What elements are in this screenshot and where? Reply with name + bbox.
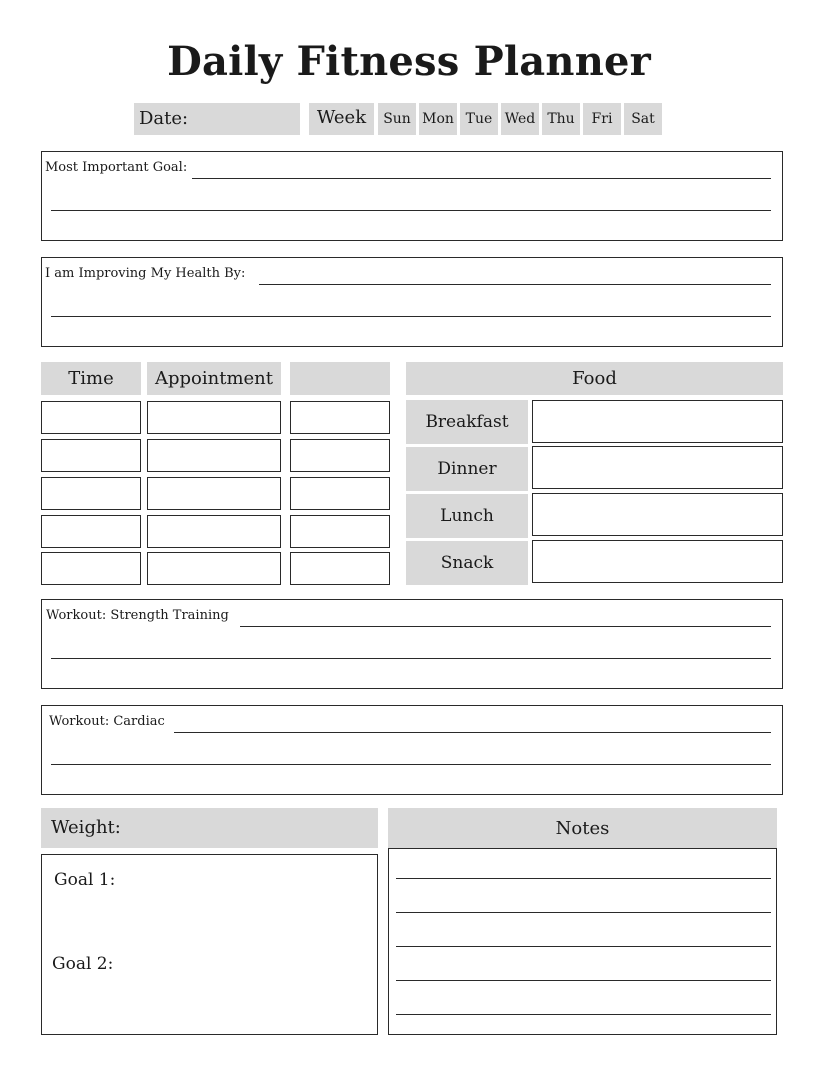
notes-box <box>388 848 777 1035</box>
goal-line-2[interactable] <box>51 210 771 211</box>
strength-line-1[interactable] <box>240 626 771 627</box>
meal-lunch-field[interactable] <box>532 493 783 536</box>
time-cell[interactable] <box>41 477 141 510</box>
day-sun[interactable]: Sun <box>378 103 416 135</box>
week-label: Week <box>309 103 374 135</box>
date-field[interactable]: Date: <box>134 103 300 135</box>
appointment-cell[interactable] <box>147 401 281 434</box>
time-cell[interactable] <box>41 515 141 548</box>
meal-breakfast-label: Breakfast <box>406 400 528 444</box>
health-line-1[interactable] <box>259 284 771 285</box>
day-tue[interactable]: Tue <box>460 103 498 135</box>
day-fri[interactable]: Fri <box>583 103 621 135</box>
time-cell[interactable] <box>41 552 141 585</box>
extra-cell[interactable] <box>290 439 390 472</box>
appointment-cell[interactable] <box>147 477 281 510</box>
meal-lunch-label: Lunch <box>406 494 528 538</box>
goal-label: Most Important Goal: <box>45 160 188 175</box>
meal-dinner-field[interactable] <box>532 446 783 489</box>
notes-header: Notes <box>388 808 777 848</box>
meal-dinner-label: Dinner <box>406 447 528 491</box>
day-mon[interactable]: Mon <box>419 103 457 135</box>
notes-line[interactable] <box>396 980 771 981</box>
goal-2-label: Goal 2: <box>52 954 114 974</box>
strength-label: Workout: Strength Training <box>46 608 229 623</box>
goal-1-label: Goal 1: <box>54 870 116 890</box>
extra-cell[interactable] <box>290 515 390 548</box>
notes-line[interactable] <box>396 912 771 913</box>
extra-header <box>290 362 390 395</box>
notes-line[interactable] <box>396 946 771 947</box>
page-title: Daily Fitness Planner <box>167 38 651 85</box>
notes-line[interactable] <box>396 878 771 879</box>
cardio-line-1[interactable] <box>174 732 771 733</box>
extra-cell[interactable] <box>290 552 390 585</box>
health-line-2[interactable] <box>51 316 771 317</box>
food-header: Food <box>406 362 783 395</box>
appointment-header: Appointment <box>147 362 281 395</box>
cardio-line-2[interactable] <box>51 764 771 765</box>
appointment-cell[interactable] <box>147 552 281 585</box>
meal-breakfast-field[interactable] <box>532 400 783 443</box>
day-thu[interactable]: Thu <box>542 103 580 135</box>
meal-snack-label: Snack <box>406 541 528 585</box>
time-cell[interactable] <box>41 439 141 472</box>
day-wed[interactable]: Wed <box>501 103 539 135</box>
notes-line[interactable] <box>396 1014 771 1015</box>
appointment-cell[interactable] <box>147 439 281 472</box>
appointment-cell[interactable] <box>147 515 281 548</box>
cardio-label: Workout: Cardiac <box>49 714 165 729</box>
extra-cell[interactable] <box>290 477 390 510</box>
time-cell[interactable] <box>41 401 141 434</box>
health-label: I am Improving My Health By: <box>45 266 246 281</box>
goal-line-1[interactable] <box>192 178 771 179</box>
time-header: Time <box>41 362 141 395</box>
weight-label: Weight: <box>41 808 378 848</box>
strength-line-2[interactable] <box>51 658 771 659</box>
extra-cell[interactable] <box>290 401 390 434</box>
day-sat[interactable]: Sat <box>624 103 662 135</box>
meal-snack-field[interactable] <box>532 540 783 583</box>
